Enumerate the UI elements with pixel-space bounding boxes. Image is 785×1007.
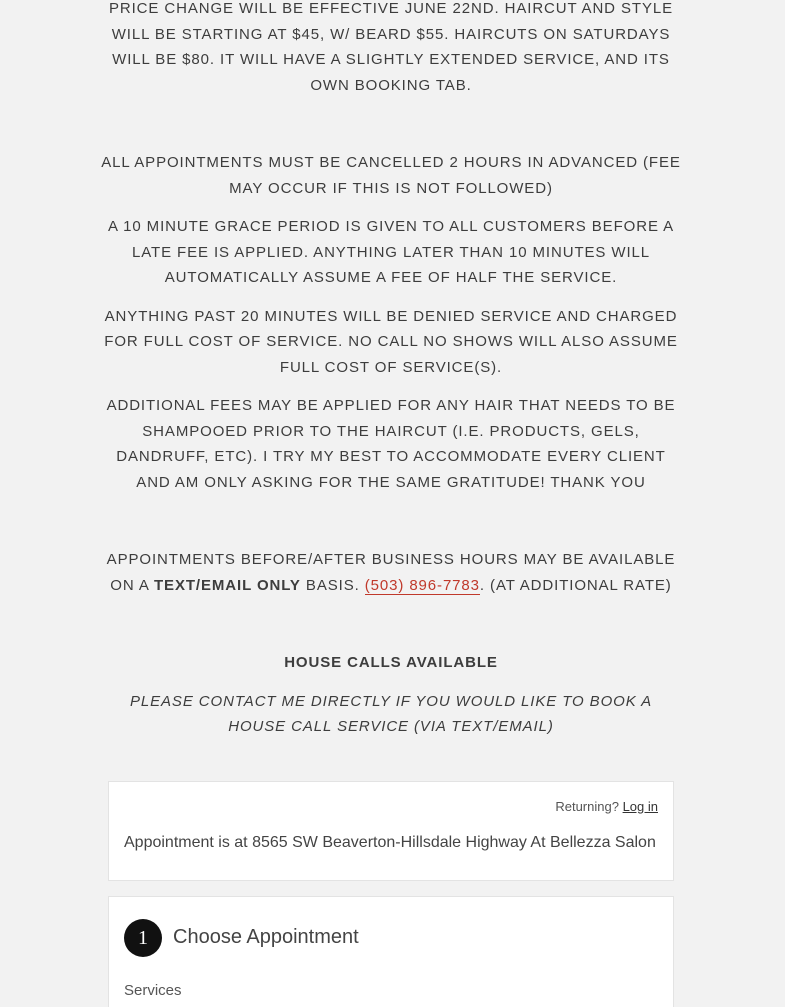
price-change-notice: PRICE CHANGE WILL BE EFFECTIVE JUNE 22ND. HAIRCUT AND STYLE WILL BE STARTING AT $45, W/ BEARD $55. HAIRCUTS ON SATURDAYS WILL BE $80. IT WILL HAVE A SLIGHTLY EXTENDED SERVICE, AND ITS OWN BOOKING TAB. — [108, 0, 674, 94]
step-title: Choose Appointment — [173, 926, 359, 948]
grace-period-policy: A 10 MINUTE GRACE PERIOD IS GIVEN TO ALL CUSTOMERS BEFORE A LATE FEE IS APPLIED. ANYTHING LATER THAN 10 MINUTES WILL AUTOMATICALLY ASSUME A FEE OF HALF THE SERVICE. — [107, 218, 674, 286]
policy-notices — [100, 0, 682, 753]
phone-link[interactable]: (503) 896-7783 — [364, 576, 480, 594]
cancellation-policy: ALL APPOINTMENTS MUST BE CANCELLED 2 HOURS IN ADVANCED (FEE MAY OCCUR IF THIS IS NOT FOLLOWED) — [101, 154, 681, 197]
additional-fees-policy: ADDITIONAL FEES MAY BE APPLIED FOR ANY HAIR THAT NEEDS TO BE SHAMPOOED PRIOR TO THE HAIRCUT (I.E. PRODUCTS, GELS, DANDRUFF, ETC). I TRY MY BEST TO ACCOMMODATE EVERY CLIENT AND AM ONLY ASKING FOR THE SAME GRATITUDE! THANK YOU — [106, 397, 676, 491]
appointment-location: Appointment is at 8565 SW Beaverton-Hillsdale Highway At Bellezza Salon — [124, 834, 656, 851]
after-hours-prefix: APPOINTMENTS BEFORE/AFTER BUSINESS HOURS MAY BE AVAILABLE ON A — [106, 551, 676, 594]
after-hours-suffix: . (AT ADDITIONAL RATE) — [479, 576, 672, 594]
after-hours-mid: BASIS. — [300, 576, 365, 594]
returning-label: Returning? — [555, 799, 619, 814]
choose-appointment-card — [108, 896, 674, 1007]
login-link[interactable]: Log in — [622, 799, 658, 814]
no-show-policy: ANYTHING PAST 20 MINUTES WILL BE DENIED SERVICE AND CHARGED FOR FULL COST OF SERVICE. NO CALL NO SHOWS WILL ALSO ASSUME FULL COST OF SERVICE(S). — [104, 307, 678, 376]
after-hours-policy — [100, 547, 682, 598]
after-hours-emphasis: TEXT/EMAIL ONLY — [153, 576, 301, 594]
login-card — [108, 781, 674, 881]
house-calls-title: HOUSE CALLS AVAILABLE — [284, 654, 498, 671]
step-number-badge: 1 — [124, 919, 162, 957]
services-label: Services — [124, 982, 182, 999]
house-calls-note: PLEASE CONTACT ME DIRECTLY IF YOU WOULD LIKE TO BOOK A HOUSE CALL SERVICE (VIA TEXT/EMAIL) — [129, 692, 653, 735]
returning-prompt — [555, 799, 658, 814]
